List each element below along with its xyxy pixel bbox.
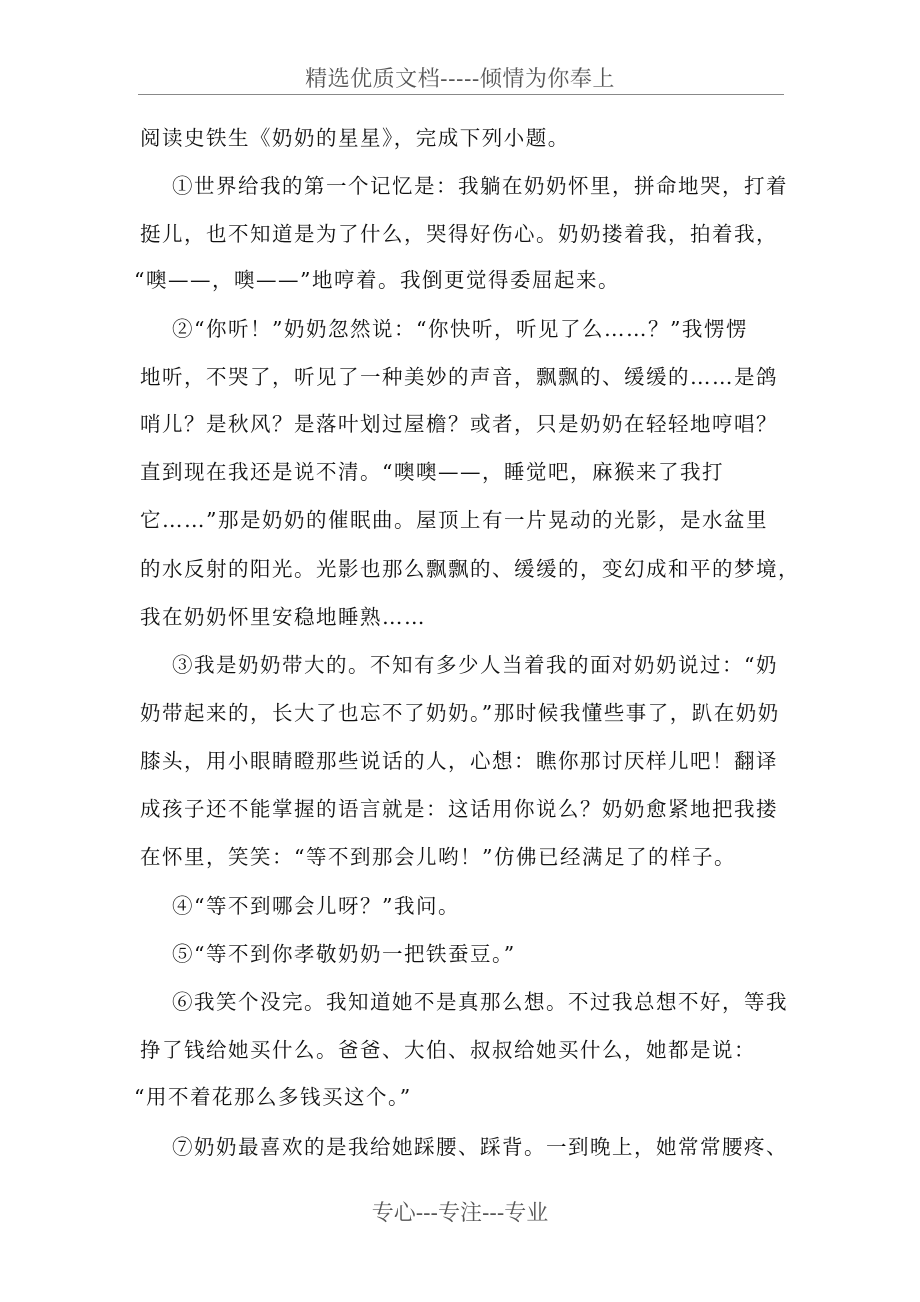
text-line: 膝头，用小眼睛瞪那些说话的人，心想：瞧你那讨厌样儿吧！翻译 — [140, 749, 778, 773]
page-footer: 专心---专注---专业 — [371, 1201, 549, 1226]
text-line: ③我是奶奶带大的。不知有多少人当着我的面对奶奶说过：“奶 — [172, 653, 778, 677]
text-line: ⑥我笑个没完。我知道她不是真那么想。不过我总想不好，等我 — [172, 990, 788, 1014]
text-line: “噢——，噢——”地哼着。我倒更觉得委屈起来。 — [134, 268, 620, 292]
text-line: “用不着花那么多钱买这个。” — [134, 1085, 412, 1109]
text-line: 地听，不哭了，听见了一种美妙的声音，飘飘的、缓缓的……是鸽 — [140, 365, 778, 389]
text-line: 的水反射的阳光。光影也那么飘飘的、缓缓的，变幻成和平的梦境， — [140, 557, 800, 581]
text-line: ①世界给我的第一个记忆是：我躺在奶奶怀里，拼命地哭，打着 — [172, 174, 788, 198]
text-line: 成孩子还不能掌握的语言就是：这话用你说么？奶奶愈紧地把我搂 — [140, 797, 778, 821]
text-line: 奶带起来的，长大了也忘不了奶奶。”那时候我懂些事了，趴在奶奶 — [140, 701, 780, 725]
text-line: 我在奶奶怀里安稳地睡熟…… — [140, 605, 426, 629]
text-line: 直到现在我还是说不清。“噢噢——，睡觉吧，麻猴来了我打 — [140, 460, 724, 484]
text-line: 在怀里，笑笑：“等不到那会儿哟！”仿佛已经满足了的样子。 — [140, 845, 736, 869]
text-line: 阅读史铁生《奶奶的星星》，完成下列小题。 — [140, 126, 570, 150]
text-line: ②“你听！”奶奶忽然说：“你快听，听见了么……？”我愣愣 — [172, 317, 748, 341]
page-header: 精选优质文档-----倾情为你奉上 — [305, 67, 615, 92]
text-line: 它……”那是奶奶的催眠曲。屋顶上有一片晃动的光影，是水盆里 — [140, 508, 768, 532]
text-line: 挺儿，也不知道是为了什么，哭得好伤心。奶奶搂着我，拍着我， — [140, 222, 778, 246]
header-rule — [138, 94, 784, 95]
text-line: ④“等不到哪会儿呀？”我问。 — [172, 894, 460, 918]
text-line: 哨儿？是秋风？是落叶划过屋檐？或者，只是奶奶在轻轻地哼唱？ — [140, 412, 778, 436]
text-line: ⑤“等不到你孝敬奶奶一把铁蚕豆。” — [172, 942, 516, 966]
text-line: ⑦奶奶最喜欢的是我给她踩腰、踩背。一到晚上，她常常腰疼、 — [172, 1135, 788, 1159]
text-line: 挣了钱给她买什么。爸爸、大伯、叔叔给她买什么，她都是说： — [140, 1038, 756, 1062]
